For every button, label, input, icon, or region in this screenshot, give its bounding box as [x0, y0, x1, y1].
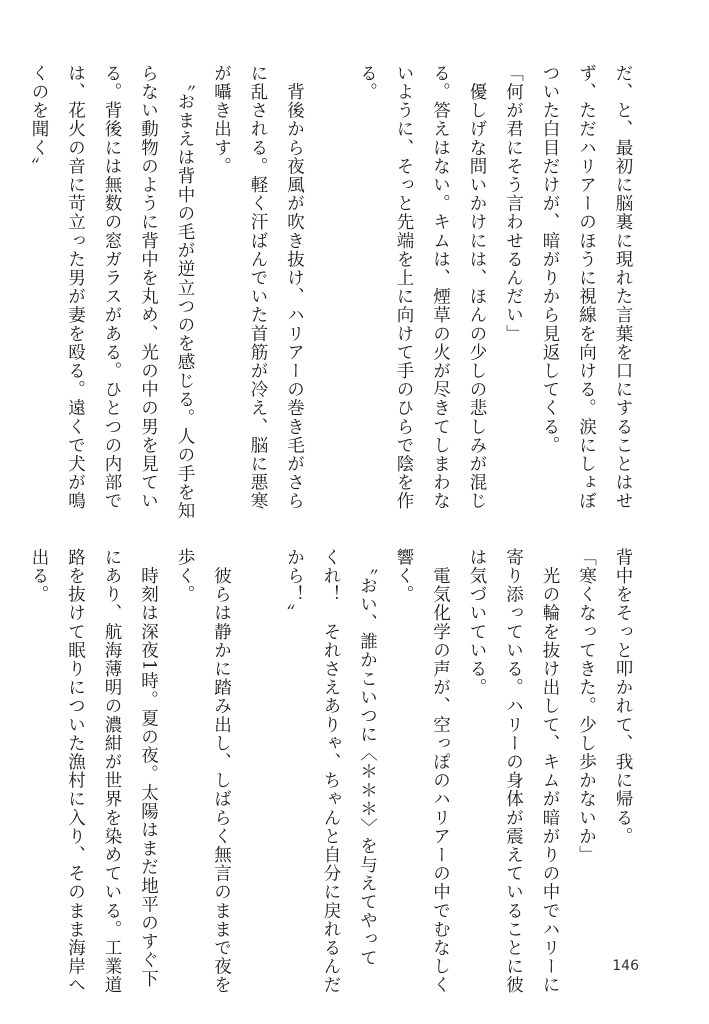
text-line: 寄り添っている。ハリーの身体が震えていることに彼 [503, 548, 524, 995]
text-line: 光の輪を抜け出して、キムが暗がりの中でハリーに [540, 548, 560, 995]
text-line: 電気化学の声が、空っぽのハリアーの中でむなしく [430, 548, 451, 995]
text-line: 路を抜けて眠りについた漁村に入り、そのまま海岸へ [65, 548, 86, 995]
text-line: 優しげな問いかけには、ほんの少しの悲しみが混じ [467, 64, 487, 511]
text-line: 〝おまえは背中の毛が逆立つのを感じる。人の手を知 [175, 64, 195, 521]
text-line: だ、と、最初に脳裏に現れた言葉を口にすることはせ [613, 64, 633, 511]
text-line: らない動物のように背中を丸め、光の中の男を見てい [138, 64, 159, 511]
text-line: 背後から夜風が吹き抜け、ハリアーの巻き毛がさら [284, 64, 305, 511]
text-line: る。 [357, 64, 378, 102]
text-line: 歩く。 [175, 548, 195, 604]
text-line: いように、そっと先端を上に向けて手のひらで陰を作 [394, 64, 414, 511]
text-line: にあり、航海薄明の濃紺が世界を染めている。工業道 [102, 548, 122, 995]
text-line: くれ！ それさえありゃ、ちゃんと自分に戻れるんだ [321, 548, 341, 995]
text-line: ついた白目だけが、暗がりから見返してくる。 [540, 64, 560, 455]
page-number: 146 [612, 958, 639, 974]
text-line: る。答えはない。キムは、煙草の火が尽きてしまわな [430, 64, 451, 511]
text-line: 響く。 [394, 548, 414, 604]
text-line: は、花火の音に苛立った男が妻を殴る。遠くで犬が鳴 [65, 64, 86, 511]
text-line: くのを聞く〟 [29, 64, 49, 176]
text-block-top [21, 64, 642, 521]
text-line: から！〟 [284, 548, 305, 623]
text-line: 「何が君にそう言わせるんだい」 [503, 64, 524, 343]
text-line: に乱される。軽く汗ばんでいた首筋が冷え、脳に悪寒 [248, 64, 268, 511]
text-line: る。背後には無数の窓ガラスがある。ひとつの内部で [102, 64, 122, 511]
blank-line [313, 64, 350, 498]
text-line: 「寒くなってきた。少し歩かないか」 [576, 548, 597, 865]
text-line: 彼らは静かに踏み出し、しばらく無言のままで夜を [211, 548, 232, 995]
text-line: 背中をそっと叩かれて、我に帰る。 [613, 548, 633, 846]
blank-line [240, 548, 277, 948]
text-line: ず、ただハリアーのほうに視線を向ける。涙にしょぼ [576, 64, 597, 511]
text-line: は気づいている。 [467, 548, 487, 697]
text-line: 出る。 [29, 548, 49, 604]
text-line: 時刻は深夜1時。夏の夜。太陽はまだ地平のすぐ下 [138, 548, 159, 989]
text-line: 〝おい、誰かこいつに〈＊＊＊〉を与えてやって [357, 548, 378, 968]
text-line: が囁き出す。 [211, 64, 232, 176]
